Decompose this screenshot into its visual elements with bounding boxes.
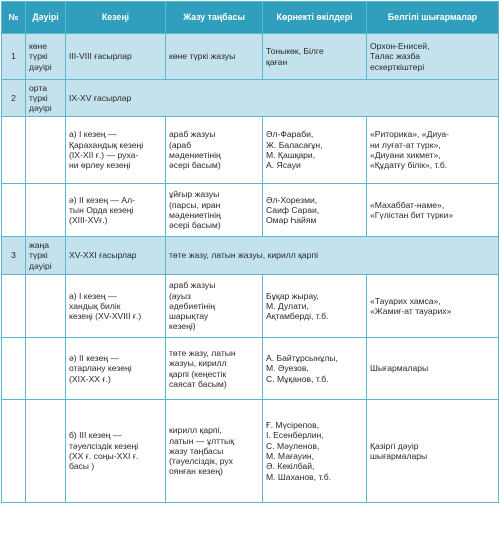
period-cell: көне түркі дәуірі <box>26 34 66 80</box>
row-number: 2 <box>2 80 26 117</box>
empty-cell <box>26 117 66 184</box>
figures-cell: Әл-Фараби, Ж. Баласағұн, М. Қашқари, А. Ясауи <box>263 117 367 184</box>
stage-cell: ІІІ-VIII ғасырлар <box>66 34 166 80</box>
stage-cell: ә) ІІ кезең — Ал- тын Орда кезеңі (ХІІІ-ХVғ.) <box>66 184 166 237</box>
period-cell: жаңа түркі дәуірі <box>26 237 66 275</box>
header-works: Белгілі шығармалар <box>367 2 499 34</box>
works-cell: «Риторика», «Диуа- ни луғат-ат түрк», «Диуани хикмет», «Құдатғу білік», т.б. <box>367 117 499 184</box>
stage-cell: ІХ-ХV ғасырлар <box>66 80 499 117</box>
works-cell: «Махаббат-наме», «Гүлістан бит түрки» <box>367 184 499 237</box>
row-number: 1 <box>2 34 26 80</box>
table-row <box>2 184 499 237</box>
row-number: 3 <box>2 237 26 275</box>
script-cell: араб жазуы (араб мәдениетінің әсері басым) <box>166 117 263 184</box>
literature-periods-table <box>1 1 499 503</box>
script-cell: кирилл қарпі, латын — ұлттық жазу таңбасы (тәуелсіздік, рух оянған кезең) <box>166 400 263 503</box>
figures-cell: А. Байтұрсынұлы, М. Әуезов, С. Мұқанов, т.б. <box>263 338 367 400</box>
script-cell: төте жазу, латын жазуы, кирилл қарпі <box>166 237 499 275</box>
table-row <box>2 34 499 80</box>
table-row <box>2 400 499 503</box>
empty-cell <box>2 117 26 184</box>
table-row <box>2 80 499 117</box>
figures-cell: Әл-Хорезми, Саиф Сараи, Омар Һайям <box>263 184 367 237</box>
empty-cell <box>26 400 66 503</box>
header-figures: Көрнекті өкілдері <box>263 2 367 34</box>
empty-cell <box>2 275 26 338</box>
stage-cell: б) ІІІ кезең — тәуелсіздік кезеңі (ХХ ғ. соңы-ХХІ ғ. басы ) <box>66 400 166 503</box>
header-script: Жазу таңбасы <box>166 2 263 34</box>
empty-cell <box>26 338 66 400</box>
figures-cell: Ғ. Мүсірепов, І. Есенберлин, С. Мәуленов, М. Мағауин, Ә. Кекілбай, М. Шаханов, т.б. <box>263 400 367 503</box>
works-cell: Қазіргі дәуір шығармалары <box>367 400 499 503</box>
header-num: № <box>2 2 26 34</box>
script-cell: көне түркі жазуы <box>166 34 263 80</box>
header-row <box>2 2 499 34</box>
works-cell: Шығармалары <box>367 338 499 400</box>
table-row <box>2 117 499 184</box>
stage-cell: ә) ІІ кезең — отарлану кезеңі (ХІХ-ХХ ғ.) <box>66 338 166 400</box>
empty-cell <box>2 184 26 237</box>
table-row <box>2 338 499 400</box>
figures-cell: Бұқар жырау, М. Дулати, Ақтамберді, т.б. <box>263 275 367 338</box>
script-cell: ұйғыр жазуы (парсы, иран мәдениетінің әсері басым) <box>166 184 263 237</box>
empty-cell <box>26 184 66 237</box>
empty-cell <box>2 338 26 400</box>
stage-cell: ХV-ХХІ ғасырлар <box>66 237 166 275</box>
header-stage: Кезеңі <box>66 2 166 34</box>
works-cell: «Тауарих хамса», «Жамиғ-ат тауарих» <box>367 275 499 338</box>
works-cell: Орхон-Енисей, Талас жазба ескерткіштері <box>367 34 499 80</box>
figures-cell: Тоныкөк, Білге қаған <box>263 34 367 80</box>
empty-cell <box>26 275 66 338</box>
stage-cell: а) І кезең — Қарахандық кезеңі (ІХ-ХІІ ғ.) — руха- ни өрлеу кезеңі <box>66 117 166 184</box>
script-cell: араб жазуы (ауыз әдебиетінің шарықтау кезеңі) <box>166 275 263 338</box>
table-row <box>2 237 499 275</box>
stage-cell: а) І кезең — хандық билік кезеңі (ХV-ХVІІІ ғ.) <box>66 275 166 338</box>
header-period: Дәуірі <box>26 2 66 34</box>
period-cell: орта түркі дәуірі <box>26 80 66 117</box>
table-row <box>2 275 499 338</box>
script-cell: төте жазу, латын жазуы, кирилл қарпі (кеңестік саясат басым) <box>166 338 263 400</box>
empty-cell <box>2 400 26 503</box>
